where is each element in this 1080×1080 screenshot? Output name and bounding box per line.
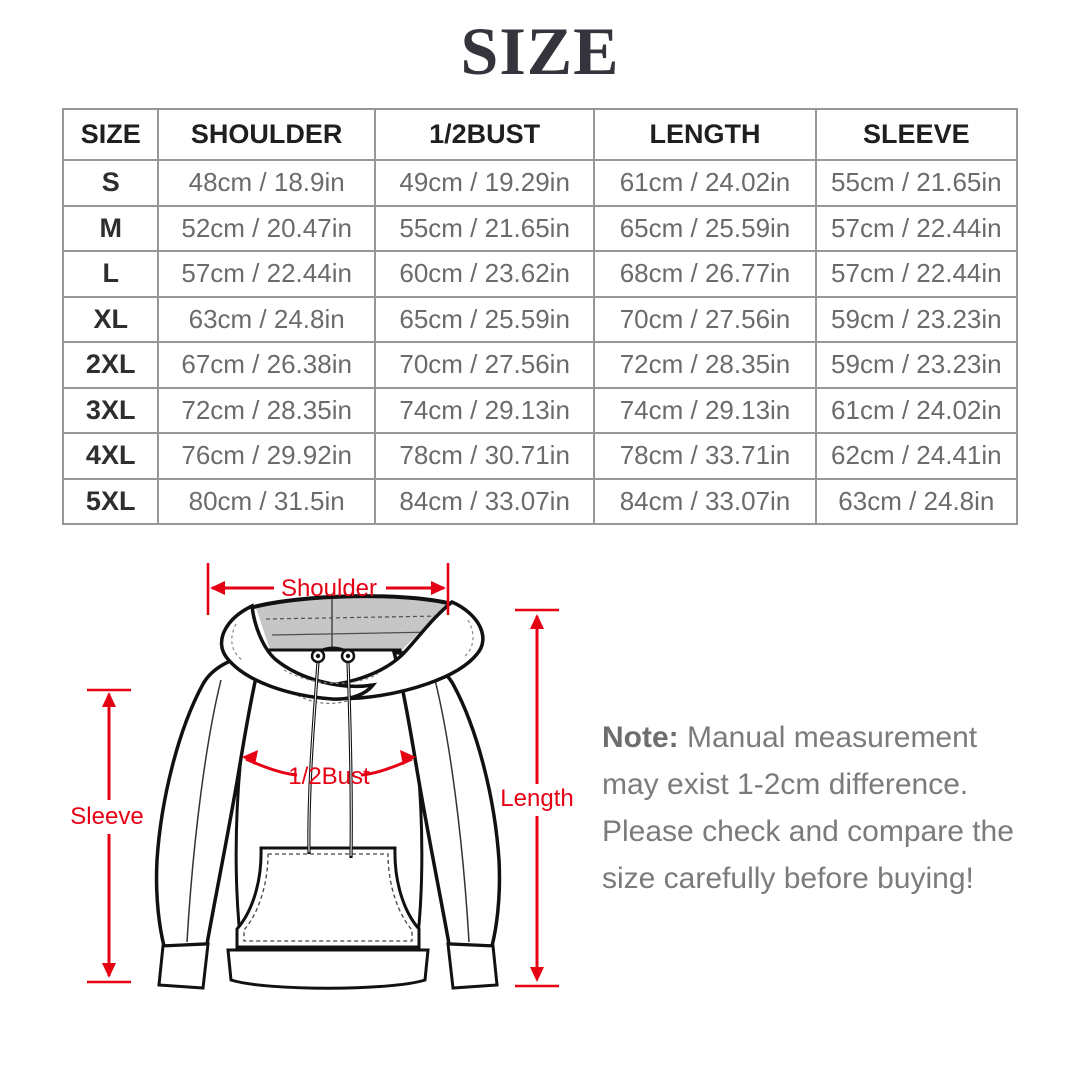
measurement-cell: 63cm / 24.8in (158, 297, 375, 343)
measurement-cell: 74cm / 29.13in (375, 388, 594, 434)
column-header: 1/2BUST (375, 109, 594, 160)
hoodie-drawing (157, 596, 500, 988)
note-label: Note: (602, 721, 679, 754)
table-row (63, 297, 1017, 343)
shoulder-dimension-label: Shoulder (280, 575, 378, 602)
column-header: SLEEVE (816, 109, 1017, 160)
table-row (63, 433, 1017, 479)
measurement-cell: 76cm / 29.92in (158, 433, 375, 479)
table-row (63, 160, 1017, 206)
measurement-cell: 61cm / 24.02in (816, 388, 1017, 434)
measurement-cell: 70cm / 27.56in (594, 297, 815, 343)
measurement-cell: 65cm / 25.59in (594, 206, 815, 252)
size-cell: 5XL (63, 479, 158, 525)
measurement-cell: 74cm / 29.13in (594, 388, 815, 434)
measurement-cell: 78cm / 33.71in (594, 433, 815, 479)
note-body: Manual measurement may exist 1-2cm difference. Please check and compare the size carefully before buying! (602, 721, 1014, 895)
measurement-cell: 48cm / 18.9in (158, 160, 375, 206)
measurement-cell: 68cm / 26.77in (594, 251, 815, 297)
size-cell: 2XL (63, 342, 158, 388)
table-row (63, 206, 1017, 252)
size-cell: 4XL (63, 433, 158, 479)
measurement-cell: 80cm / 31.5in (158, 479, 375, 525)
measurement-cell: 57cm / 22.44in (816, 251, 1017, 297)
right-cuff (448, 944, 497, 988)
column-header: SHOULDER (158, 109, 375, 160)
hem-band (228, 950, 428, 988)
size-diagram (60, 558, 580, 1010)
table-row (63, 251, 1017, 297)
size-cell: XL (63, 297, 158, 343)
pocket (237, 848, 419, 947)
size-cell: L (63, 251, 158, 297)
table-row (63, 388, 1017, 434)
measurement-cell: 49cm / 19.29in (375, 160, 594, 206)
sleeve-dimension-label: Sleeve (70, 803, 144, 830)
measurement-cell: 59cm / 23.23in (816, 297, 1017, 343)
measurement-cell: 65cm / 25.59in (375, 297, 594, 343)
measurement-cell: 70cm / 27.56in (375, 342, 594, 388)
table-header-row (63, 109, 1017, 160)
size-cell: S (63, 160, 158, 206)
page-title: SIZE (460, 13, 620, 89)
measurement-cell: 57cm / 22.44in (816, 206, 1017, 252)
measurement-cell: 61cm / 24.02in (594, 160, 815, 206)
measurement-cell: 60cm / 23.62in (375, 251, 594, 297)
measurement-cell: 84cm / 33.07in (375, 479, 594, 525)
measurement-cell: 52cm / 20.47in (158, 206, 375, 252)
measurement-cell: 84cm / 33.07in (594, 479, 815, 525)
size-cell: 3XL (63, 388, 158, 434)
measurement-cell: 78cm / 30.71in (375, 433, 594, 479)
measurement-cell: 72cm / 28.35in (594, 342, 815, 388)
measurement-cell: 62cm / 24.41in (816, 433, 1017, 479)
size-table (62, 108, 1018, 525)
column-header: SIZE (63, 109, 158, 160)
measurement-cell: 72cm / 28.35in (158, 388, 375, 434)
length-dimension-label: Length (500, 785, 574, 812)
measurement-cell: 63cm / 24.8in (816, 479, 1017, 525)
measurement-cell: 67cm / 26.38in (158, 342, 375, 388)
half-bust-dimension-label: 1/2Bust (288, 763, 370, 790)
note-text (602, 714, 1030, 902)
column-header: LENGTH (594, 109, 815, 160)
measurement-cell: 57cm / 22.44in (158, 251, 375, 297)
left-cuff (159, 944, 208, 988)
table-row (63, 342, 1017, 388)
size-cell: M (63, 206, 158, 252)
measurement-cell: 59cm / 23.23in (816, 342, 1017, 388)
measurement-cell: 55cm / 21.65in (375, 206, 594, 252)
measurement-cell: 55cm / 21.65in (816, 160, 1017, 206)
table-row (63, 479, 1017, 525)
